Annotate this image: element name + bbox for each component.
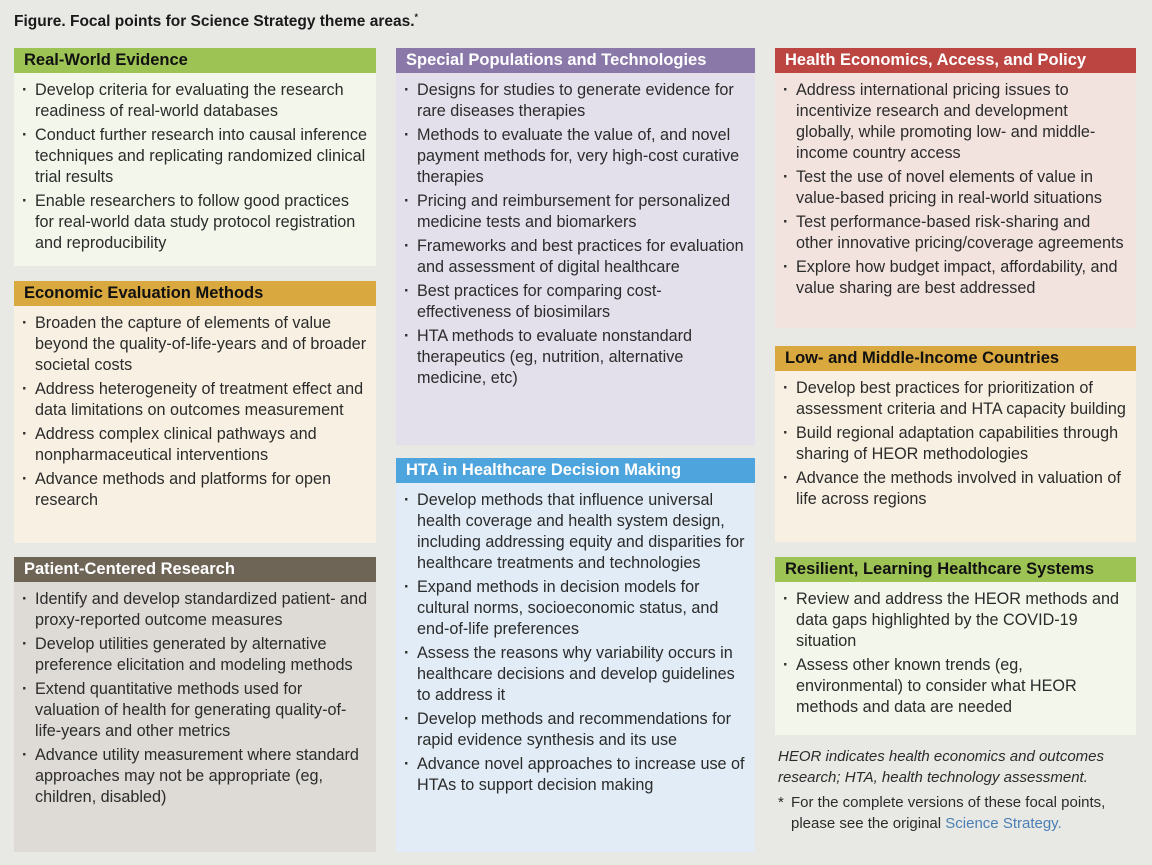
focal-point-item: · Test performance-based risk-sharing and other innovative pricing/coverage agreements [783, 212, 1130, 254]
focal-point-list [783, 378, 1130, 510]
footnote-marker: * [778, 794, 784, 811]
focal-point-item: · Review and address the HEOR methods and data gaps highlighted by the COVID-19 situation [783, 589, 1130, 652]
focal-point-item: · Develop methods that influence universal health coverage and health system design, including addressing equity and disparities for healthcare treatments and technologies [404, 490, 749, 574]
theme-body [14, 306, 376, 543]
theme-body [14, 582, 376, 852]
theme-body [396, 483, 755, 852]
focal-point-list [22, 313, 370, 511]
focal-point-item: · Conduct further research into causal inference techniques and replicating randomized clinical trial results [22, 125, 370, 188]
focal-point-item: · Address heterogeneity of treatment effect and data limitations on outcomes measurement [22, 379, 370, 421]
focal-point-item: · Develop best practices for prioritization of assessment criteria and HTA capacity building [783, 378, 1130, 420]
focal-point-list [404, 490, 749, 796]
focal-point-item: · Address international pricing issues to incentivize research and development globally, while promoting low- and middle-income country access [783, 80, 1130, 164]
theme-body [775, 582, 1136, 735]
focal-point-item: · Designs for studies to generate evidence for rare diseases therapies [404, 80, 749, 122]
theme-header: Low- and Middle-Income Countries [775, 346, 1136, 371]
science-strategy-link[interactable]: Science Strategy. [945, 815, 1062, 832]
footnotes [778, 746, 1138, 834]
focal-point-item: · Methods to evaluate the value of, and novel payment methods for, very high-cost curative therapies [404, 125, 749, 188]
focal-point-item: · Pricing and reimbursement for personalized medicine tests and biomarkers [404, 191, 749, 233]
focal-point-item: · Assess other known trends (eg, environmental) to consider what HEOR methods and data are needed [783, 655, 1130, 718]
theme-header: Real-World Evidence [14, 48, 376, 73]
focal-point-item: · Advance the methods involved in valuation of life across regions [783, 468, 1130, 510]
theme-header: HTA in Healthcare Decision Making [396, 458, 755, 483]
theme-lmic [775, 346, 1136, 542]
title-footnote-marker: * [414, 12, 419, 22]
focal-point-item: · Advance utility measurement where standard approaches may not be appropriate (eg, children, disabled) [22, 745, 370, 808]
focal-point-item: · Advance methods and platforms for open research [22, 469, 370, 511]
focal-point-item: · Broaden the capture of elements of value beyond the quality-of-life-years and of broader societal costs [22, 313, 370, 376]
focal-point-item: · Develop methods and recommendations for rapid evidence synthesis and its use [404, 709, 749, 751]
theme-real-world-evidence [14, 48, 376, 266]
focal-point-list [783, 80, 1130, 299]
source-note-text: For the complete versions of these focal points, please see the original [791, 794, 1106, 832]
figure-title-text: Figure. Focal points for Science Strategy theme areas. [14, 13, 415, 31]
focal-point-item: · Frameworks and best practices for evaluation and assessment of digital healthcare [404, 236, 749, 278]
focal-point-item: · Assess the reasons why variability occurs in healthcare decisions and develop guidelines to address it [404, 643, 749, 706]
focal-point-list [22, 589, 370, 808]
focal-point-item: · Develop utilities generated by alternative preference elicitation and modeling methods [22, 634, 370, 676]
focal-point-item: · Identify and develop standardized patient- and proxy-reported outcome measures [22, 589, 370, 631]
theme-body [775, 371, 1136, 542]
focal-point-item: · Explore how budget impact, affordability, and value sharing are best addressed [783, 257, 1130, 299]
focal-point-item: · Address complex clinical pathways and nonpharmaceutical interventions [22, 424, 370, 466]
focal-point-item: · Best practices for comparing cost-effectiveness of biosimilars [404, 281, 749, 323]
figure-title [14, 12, 418, 31]
theme-special-populations [396, 48, 755, 445]
focal-point-item: · HTA methods to evaluate nonstandard therapeutics (eg, nutrition, alternative medicine, etc) [404, 326, 749, 389]
theme-resilient-systems [775, 557, 1136, 735]
theme-patient-centered [14, 557, 376, 852]
theme-header: Patient-Centered Research [14, 557, 376, 582]
theme-header: Health Economics, Access, and Policy [775, 48, 1136, 73]
theme-body [775, 73, 1136, 328]
theme-economic-evaluation [14, 281, 376, 543]
source-note [778, 792, 1138, 834]
focal-point-list [22, 80, 370, 254]
focal-point-item: · Enable researchers to follow good practices for real-world data study protocol registration and reproducibility [22, 191, 370, 254]
focal-point-item: · Extend quantitative methods used for valuation of health for generating quality-of-life-years and other metrics [22, 679, 370, 742]
theme-header: Economic Evaluation Methods [14, 281, 376, 306]
theme-header: Resilient, Learning Healthcare Systems [775, 557, 1136, 582]
focal-point-list [783, 589, 1130, 718]
theme-header: Special Populations and Technologies [396, 48, 755, 73]
theme-health-economics-policy [775, 48, 1136, 328]
theme-hta-decision-making [396, 458, 755, 852]
focal-point-item: · Expand methods in decision models for cultural norms, socioeconomic status, and end-of-life preferences [404, 577, 749, 640]
focal-point-item: · Advance novel approaches to increase use of HTAs to support decision making [404, 754, 749, 796]
focal-point-item: · Develop criteria for evaluating the research readiness of real-world databases [22, 80, 370, 122]
focal-point-item: · Build regional adaptation capabilities through sharing of HEOR methodologies [783, 423, 1130, 465]
focal-point-list [404, 80, 749, 389]
abbreviations-note: HEOR indicates health economics and outcomes research; HTA, health technology assessment. [778, 748, 1105, 786]
focal-point-item: · Test the use of novel elements of value in value-based pricing in real-world situations [783, 167, 1130, 209]
theme-body [396, 73, 755, 445]
theme-body [14, 73, 376, 266]
